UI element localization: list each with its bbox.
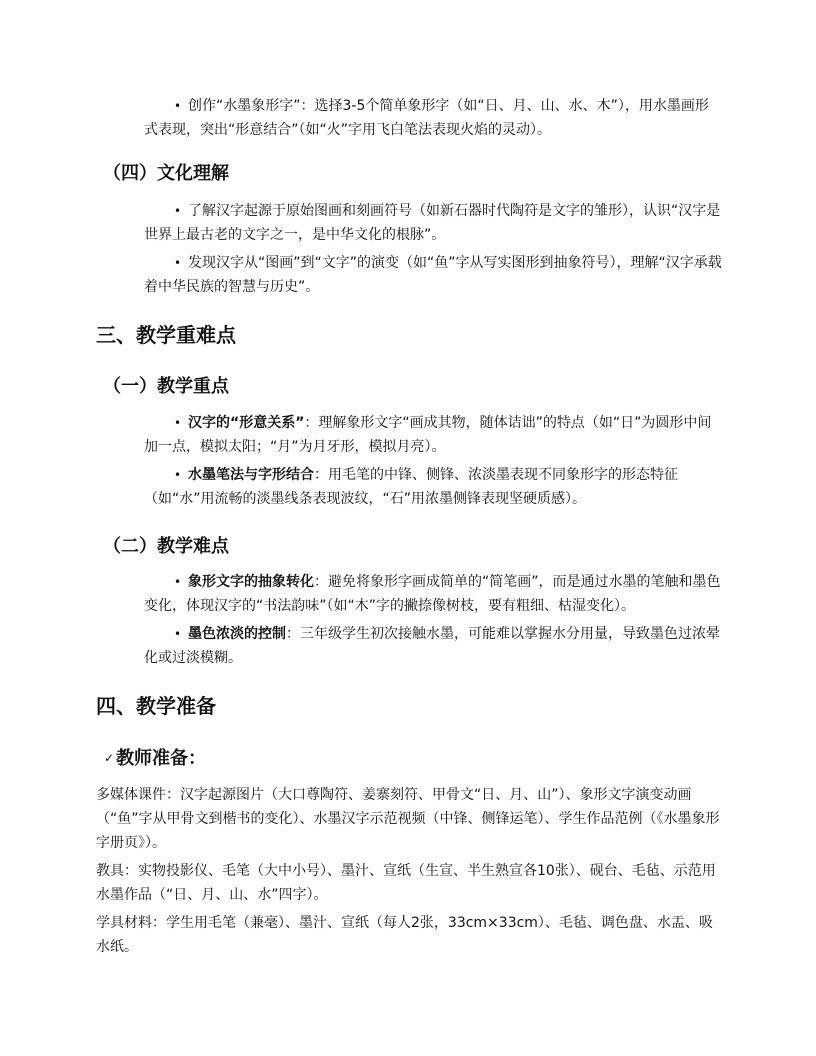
bullet-icon: • — [174, 256, 182, 270]
bullet-icon: • — [174, 575, 182, 589]
prep-paragraph-student-materials: 学具材料：学生用毛笔（兼毫）、墨汁、宣纸（每人2张，33cm×33cm）、毛毡、调色盘、水盂、吸水纸。 — [96, 915, 713, 955]
key-point-item-1 — [144, 411, 722, 459]
bullet-icon: • — [174, 99, 182, 113]
key-point-item-2 — [144, 463, 722, 511]
item-text: ：三年级学生初次接触水墨，可能难以掌握水分用量，导致墨色过浓晕化或过淡模糊。 — [144, 626, 720, 666]
item-text: 了解汉字起源于原始图画和刻画符号（如新石器时代陶符是文字的雏形），认识“汉字是世界上最古老的文字之一，是中华文化的根脉”。 — [144, 203, 721, 243]
item-text: 发现汉字从“图画”到“文字”的演变（如“鱼”字从写实图形到抽象符号），理解“汉字承载着中华民族的智慧与历史”。 — [144, 255, 722, 295]
part-heading-key-difficult: 三、教学重难点 — [96, 323, 236, 347]
teacher-prep-label: 教师准备： — [116, 748, 207, 769]
objective-item-create — [144, 94, 722, 142]
culture-item-2 — [144, 251, 722, 299]
item-bold-label: 墨色浓淡的控制 — [188, 626, 286, 642]
item-text: ：用毛笔的中锋、侧锋、浓淡墨表现不同象形字的形态特征（如“水”用流畅的淡墨线条表现波纹，“石”用浓墨侧锋表现坚硬质感）。 — [144, 467, 678, 507]
item-prefix: 创作“水墨象形字”： — [188, 98, 315, 114]
section-heading-culture: （四）文化理解 — [103, 163, 229, 184]
section-heading-key-points: （一）教学重点 — [103, 376, 229, 397]
difficult-point-item-1 — [144, 570, 722, 618]
teacher-prep-heading — [104, 745, 206, 772]
culture-item-1 — [144, 199, 722, 247]
prep-paragraph-multimedia: 多媒体课件：汉字起源图片（大口尊陶符、姜寨刻符、甲骨文“日、月、山”）、象形文字演变动画（“鱼”字从甲骨文到楷书的变化）、水墨汉字示范视频（中锋、侧锋运笔）、学生作品范例（《水墨象形字册页》）。 — [96, 787, 720, 851]
item-bold-label: 水墨笔法与字形结合 — [188, 467, 314, 483]
difficult-point-item-2 — [144, 622, 722, 670]
part-heading-preparation: 四、教学准备 — [96, 694, 216, 718]
bullet-icon: • — [174, 416, 182, 430]
bullet-icon: • — [174, 627, 182, 641]
prep-paragraph-teaching-aids: 教具：实物投影仪、毛笔（大中小号）、墨汁、宣纸（生宣、半生熟宣各10张）、砚台、毛毡、示范用水墨作品（“日、月、山、水”四字）。 — [96, 863, 716, 903]
item-text: ：避免将象形字画成简单的“简笔画”，而是通过水墨的笔触和墨色变化，体现汉字的“书法韵味”（如“木”字的撇捺像树枝，要有粗细、枯湿变化）。 — [144, 574, 721, 614]
section-heading-difficult-points: （二）教学难点 — [103, 536, 229, 557]
item-bold-label: 象形文字的抽象转化 — [188, 574, 314, 590]
checkmark-icon: ✓ — [104, 751, 115, 765]
bullet-icon: • — [174, 204, 182, 218]
bullet-icon: • — [174, 468, 182, 482]
item-bold-label: 汉字的“形意关系” — [188, 415, 305, 431]
item-text: ：理解象形文字“画成其物，随体诘诎”的特点（如“日”为圆形中间加一点，模拟太阳；“月”为月牙形，模拟月亮）。 — [144, 415, 712, 455]
item-text: 选择3-5个简单象形字（如“日、月、山、水、木”），用水墨画形式表现，突出“形意结合”（如“火”字用飞白笔法表现火焰的灵动）。 — [144, 98, 709, 138]
